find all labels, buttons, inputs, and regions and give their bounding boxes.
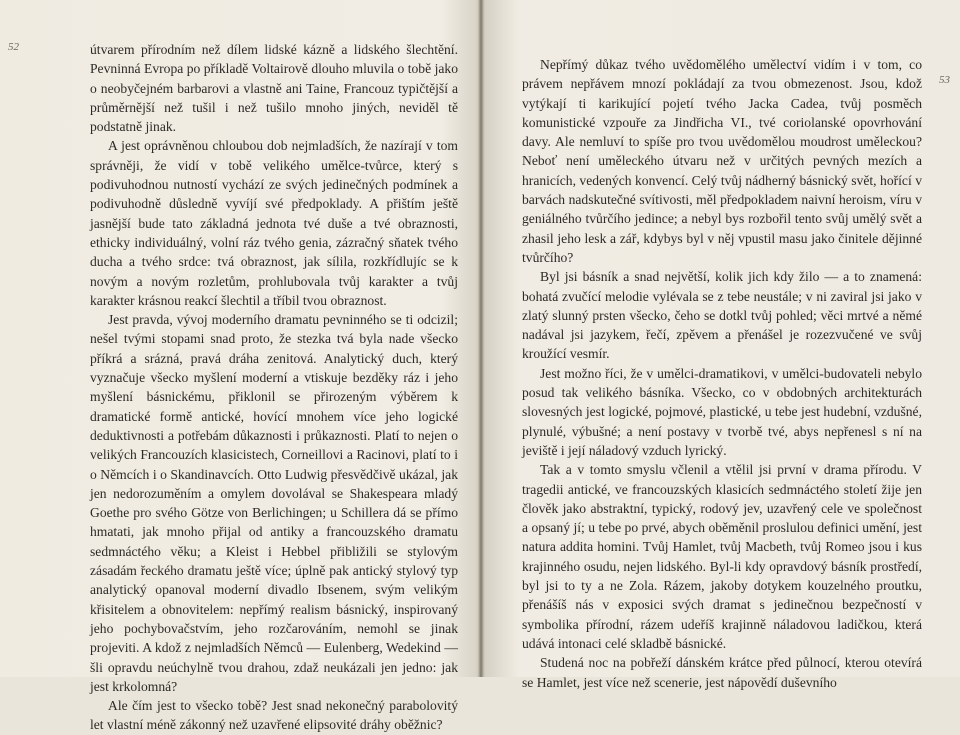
paragraph: Byl jsi básník a snad největší, kolik jich kdy žilo — a to znamená: bohatá zvučící melodie vylévala se z tebe neustále; v ni zaviral jsi jako v zlatý slunný prsten všecko, čeho se dotkl tvůj pohled; věci mrtvé a němé nadával jsi jazykem, řečí, zpěvem a přenášel je rozezvučené ve svůj kroužící vesmír. xyxy=(522,269,922,362)
paragraph: Nepřímý důkaz tvého uvědomělého umělectví vidím i v tom, co právem nepřávem mnozí pokládají za tvou obmezenost. Jsou, kdož vytýkají ti karikující pojetí tvého Jacka Cadea, tvůj posměch komunistické vzpouře za Jindřicha VI., tvé coriolanské opovrhování davy. Ale nemluví to spíše pro tvou uvědomělou moudrost uměleckou? Neboť není uměleckého útvaru než v určitých pevných mezích a hranicích, vedených konvencí. Celý tvůj nádherný básnický svět, hořící v barvách nadskutečné svítivosti, měl předpokladem naivní heroism, víru v geniálného tvůrčího jedince; a nebyl bys rozbořil tento svůj umělý svět a zhasil jeho lesk a zář, kdybys byl v něj vpustil masu jako činitele dějinné tvůrčího? xyxy=(522,57,922,265)
paragraph: Jest možno říci, že v umělci-dramatikovi, v umělci-budovateli nebylo posud tak velikého básníka. Všecko, co v obdobných architekturách slovesných jest logické, pojmové, plastické, u tebe jest hudební, vzdušné, plynulé, výbušné; a není postavy v tvorbě tvé, abys nepřenesl s ní na jeviště i její náladový vzduch lyrický. xyxy=(522,365,922,458)
page-number-left: 52 xyxy=(8,41,19,53)
paragraph: Tak a v tomto smyslu včlenil a vtělil jsi první v drama přírodu. V tragedii antické, ve francouzských klasicích sedmnáctého století žije jen člověk jako abstraktní, typický, rodový jev, uzavřený cele ve společnost a opsaný jí; u tebe po prvé, abych oběměnil proslulou definici umění, jest natura addita homini. Tvůj Hamlet, tvůj Macbeth, tvůj Romeo jsou i kus krajinného osudu, nejen lidského. Byl-li kdy opravdový básník prostředí, byl jsi to ty a ne Zola. Rázem, jakoby dotykem kouzelného proutku, přenášíš nás v exposici svých dramat s jedinečnou bezpečností v symbolika přírodní, rázem udeříš krajinně náladovou ladičkou, která udává intonaci celé skladbě básnické. xyxy=(522,462,922,651)
paragraph: A jest oprávněnou chloubou dob nejmladších, že nazírají v tom správněji, že vidí v tobě velikého umělce-tvůrce, který s podivuhodnou nutností vychází ze svých jedinečných podmínek a podivuhodně důsledně vyvíjí své předpoklady. A přištím ještě jasnější bude tato základná jednota tvé duše a tvé obraznosti, ethicky individuálný, volní ráz tvého genia, zázračný sňatek tvého ducha a tvého srdce: tvá obraznost, jak sílila, rozkřídlujíc se k novým a novým rozletům, prohlubovala tvůj karakter a tvůj karakter krásnou reakcí šlechtil a tříbil tvou obraznost. xyxy=(90,138,458,308)
left-page xyxy=(0,0,478,733)
paragraph: útvarem přírodním než dílem lidské kázně a lidského šlechtění. Pevninná Evropa po příkladě Voltairově dlouho mluvila o tobě jako o neobyčejném barbarovi a vlastně ani Taine, Francouz typičtější a průměrnější než tušil i než tušilo mnoho jiných, neviděl tě podstatně jinak. xyxy=(90,42,458,135)
left-page-text xyxy=(90,40,458,735)
paragraph: Ale čím jest to všecko tobě? Jest snad nekonečný parabolovitý let vlastní méně zákonný než uzavřené elipsovité dráhy oběžnic? xyxy=(90,698,458,733)
paragraph: Studená noc na pobřeží dánském krátce před půlnocí, kterou otevírá se Hamlet, jest více než scenerie, jest nápovědí duševního xyxy=(522,655,922,690)
right-page-text xyxy=(522,55,922,692)
page-number-right: 53 xyxy=(939,74,950,86)
paragraph: Jest pravda, vývoj moderního dramatu pevninného se ti odcizil; nešel tvými stopami snad proto, že stezka tvá byla nade všecko příkrá a srázná, pravá dráha zenitová. Analytický duch, který vyznačuje všecko myšlení moderní a vtiskuje bezděky ráz i jeho myšlení básnickému, přiklonil se přirozeným výběrem k dramatické formě antické, hovící mnohem více jeho logické deduktivnosti a potřebám důkaznosti i průkaznosti. Platí to nejen o velikých Francouzích klasicistech, Corneillovi a Racinovi, platí to i o Němcích i o Skandinavcích. Otto Ludwig přesvědčivě ukázal, jak jen nedorozuměním a omylem dovolával se Shakespeara mladý Goethe pro svého Götze von Berlichingen; u Schillera dá se přímo hmatati, jak mnoho přijal od antiky a francouzského dramatu sedmnáctého věku; a Kleist i Hebbel přibližili se stylovým zásadám řeckého dramatu ještě více; úplně pak antický stylový typ analytický opanoval moderní divadlo Ibsenem, svým velikým křisitelem a obnovitelem: nepřímý realism básnický, inspirovaný jeho pochybovačstvím, jeho rozčarováním, nemohl se jinak projeviti. A kdož z nejmladších Němců — Eulenberg, Wedekind — šli opravdu neúchylně tvou drahou, zdaž neukázali jen jedno: jak jest krkolomná? xyxy=(90,312,458,694)
right-page xyxy=(484,0,960,690)
